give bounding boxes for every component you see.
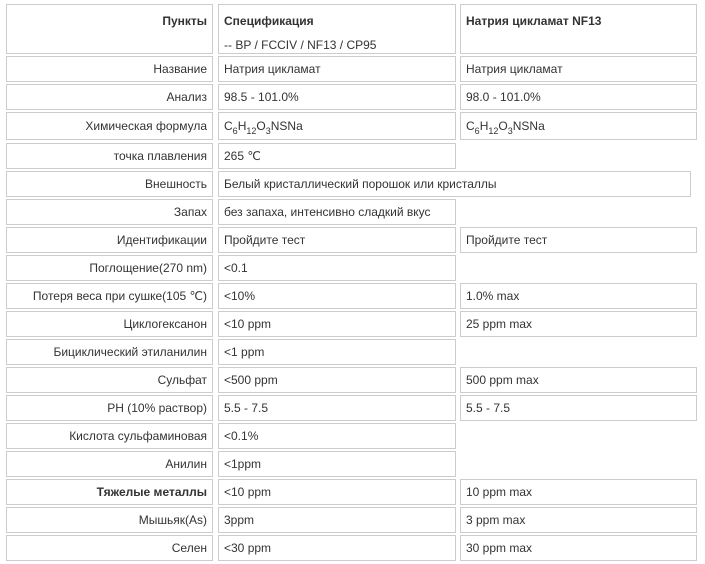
row-label: Анализ [6,84,213,110]
row-nf13: 5.5 - 7.5 [460,395,697,421]
row-spec: <0.1 [218,255,456,281]
row-label: Сульфат [6,367,213,393]
row-spec-wide: Белый кристаллический порошок или кристаллы [218,171,691,197]
row-label: Внешность [6,171,213,197]
row-nf13: 1.0% max [460,283,697,309]
row-label: Химическая формула [6,112,213,140]
row-spec: <500 ppm [218,367,456,393]
row-label: Поглощение(270 nm) [6,255,213,281]
header-items-label: Пункты [162,14,207,28]
row-nf13: 3 ppm max [460,507,697,533]
row-spec: Пройдите тест [218,227,456,253]
row-label: Идентификации [6,227,213,253]
header-nf13 [460,4,697,54]
row-label: Название [6,56,213,82]
row-nf13: 10 ppm max [460,479,697,505]
row-label: Мышьяк(As) [6,507,213,533]
row-label: точка плавления [6,143,213,169]
row-label: Бициклический этиланилин [6,339,213,365]
row-nf13-formula: $C_6H_{12}O_3NSNa$ [460,112,697,140]
row-label: Циклогексанон [6,311,213,337]
row-spec: 265 ℃ [218,143,456,169]
row-spec: <1ppm [218,451,456,477]
row-spec: <1 ppm [218,339,456,365]
row-spec: <10 ppm [218,311,456,337]
row-label: PH (10% раствор) [6,395,213,421]
row-nf13: Натрия цикламат [460,56,697,82]
row-nf13: Пройдите тест [460,227,697,253]
row-spec: <30 ppm [218,535,456,561]
row-spec: без запаха, интенсивно сладкий вкус [218,199,456,225]
row-label: Селен [6,535,213,561]
row-nf13: 98.0 - 101.0% [460,84,697,110]
row-nf13: 30 ppm max [460,535,697,561]
header-items [6,4,213,54]
row-spec: 5.5 - 7.5 [218,395,456,421]
row-nf13: 25 ppm max [460,311,697,337]
row-spec: <10% [218,283,456,309]
header-nf13-title: Натрия цикламат NF13 [466,14,602,28]
row-spec: Натрия цикламат [218,56,456,82]
header-spec [218,4,456,54]
row-spec-formula: $C_6H_{12}O_3NSNa$ [218,112,456,140]
row-label: Запах [6,199,213,225]
header-spec-title: Спецификация [224,14,314,28]
row-nf13: 500 ppm max [460,367,697,393]
header-spec-subtitle: -- BP / FCCIV / NF13 / CP95 [224,38,377,52]
row-label: Анилин [6,451,213,477]
row-spec: 3ppm [218,507,456,533]
row-label: Тяжелые металлы [6,479,213,505]
row-label: Кислота сульфаминовая [6,423,213,449]
row-spec: <10 ppm [218,479,456,505]
row-spec: 98.5 - 101.0% [218,84,456,110]
row-spec: <0.1% [218,423,456,449]
row-label: Потеря веса при сушке(105 ℃) [6,283,213,309]
